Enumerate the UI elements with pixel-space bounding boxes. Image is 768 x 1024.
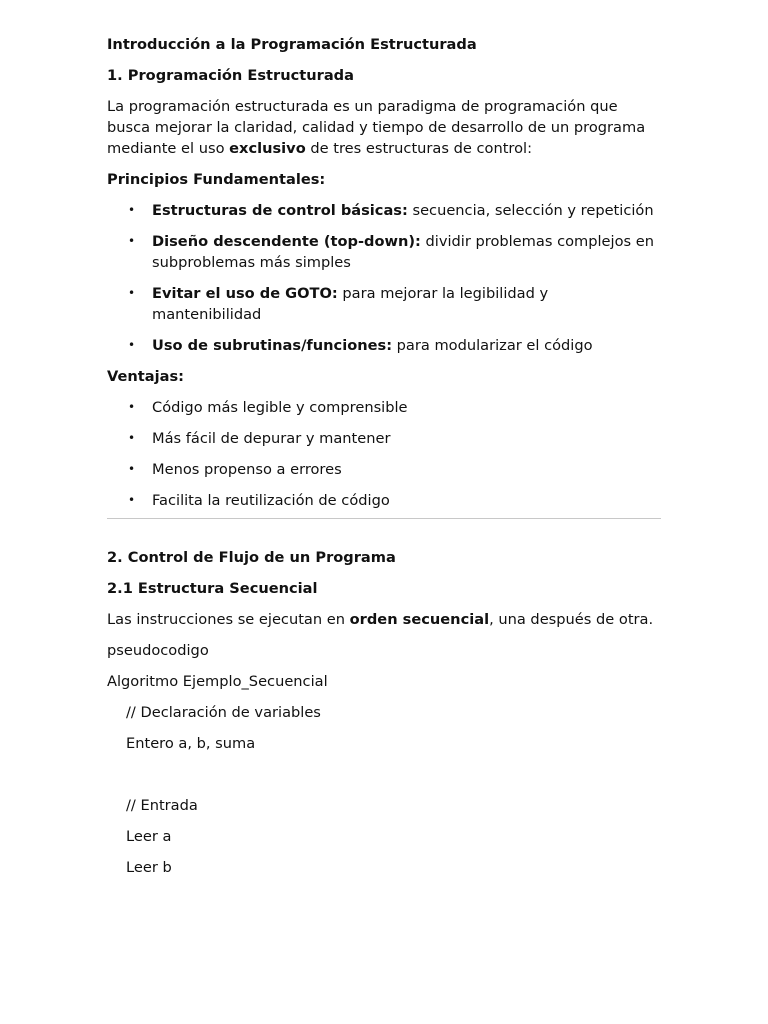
list-item <box>107 428 661 449</box>
bullet-icon: • <box>128 203 136 217</box>
section-2-1-description <box>107 609 661 630</box>
principle-term: Diseño descendente (top-down): <box>152 233 421 250</box>
list-item <box>107 459 661 480</box>
list-item <box>107 283 661 325</box>
advantages-heading: Ventajas: <box>107 368 184 385</box>
principles-list <box>107 200 661 356</box>
desc-text-start: Las instrucciones se ejecutan en <box>107 611 350 628</box>
advantage-text: Código más legible y comprensible <box>152 399 408 416</box>
document-page <box>107 34 661 888</box>
bullet-icon: • <box>128 400 136 414</box>
principle-term: Uso de subrutinas/funciones: <box>152 337 393 354</box>
list-item <box>107 397 661 418</box>
section-1-intro <box>107 96 661 159</box>
principles-heading: Principios Fundamentales: <box>107 171 326 188</box>
list-item <box>107 335 661 356</box>
bullet-icon: • <box>128 431 136 445</box>
advantage-text: Facilita la reutilización de código <box>152 492 390 509</box>
code-line: Entero a, b, suma <box>126 735 256 752</box>
advantages-list <box>107 397 661 511</box>
intro-text-end: de tres estructuras de control: <box>305 140 532 157</box>
code-line: Leer a <box>126 828 172 845</box>
section-2-1-heading: 2.1 Estructura Secuencial <box>107 580 318 597</box>
code-language-label: pseudocodigo <box>107 642 209 659</box>
code-line: // Entrada <box>126 797 198 814</box>
bullet-icon: • <box>128 234 136 248</box>
code-line: // Declaración de variables <box>126 704 321 721</box>
intro-text-start: La programación estructurada es un paradigma de programación que busca mejorar la claridad, calidad y tiempo de desarrollo de un programa mediante el uso <box>107 98 646 157</box>
principle-desc: secuencia, selección y repetición <box>407 202 654 219</box>
principle-term: Estructuras de control básicas: <box>152 202 408 219</box>
document-title: Introducción a la Programación Estructurada <box>107 36 477 53</box>
desc-text-end: , una después de otra. <box>489 611 654 628</box>
principle-desc: para modularizar el código <box>392 337 593 354</box>
section-2-heading: 2. Control de Flujo de un Programa <box>107 549 396 566</box>
bullet-icon: • <box>128 286 136 300</box>
list-item <box>107 200 661 221</box>
intro-bold-word: exclusivo <box>229 140 306 157</box>
code-line: Leer b <box>126 859 172 876</box>
bullet-icon: • <box>128 462 136 476</box>
advantage-text: Más fácil de depurar y mantener <box>152 430 391 447</box>
code-blank-line <box>107 764 661 785</box>
list-item <box>107 231 661 273</box>
code-line: Algoritmo Ejemplo_Secuencial <box>107 673 328 690</box>
section-divider <box>107 518 661 519</box>
list-item <box>107 490 661 511</box>
desc-bold-phrase: orden secuencial <box>349 611 490 628</box>
section-1-heading: 1. Programación Estructurada <box>107 67 354 84</box>
bullet-icon: • <box>128 493 136 507</box>
advantage-text: Menos propenso a errores <box>152 461 342 478</box>
principle-term: Evitar el uso de GOTO: <box>152 285 338 302</box>
code-block <box>107 671 661 878</box>
bullet-icon: • <box>128 338 136 352</box>
principle-desc: dividir problemas complejos en subproblemas más simples <box>152 233 654 271</box>
principle-desc: para mejorar la legibilidad y mantenibilidad <box>152 285 549 323</box>
